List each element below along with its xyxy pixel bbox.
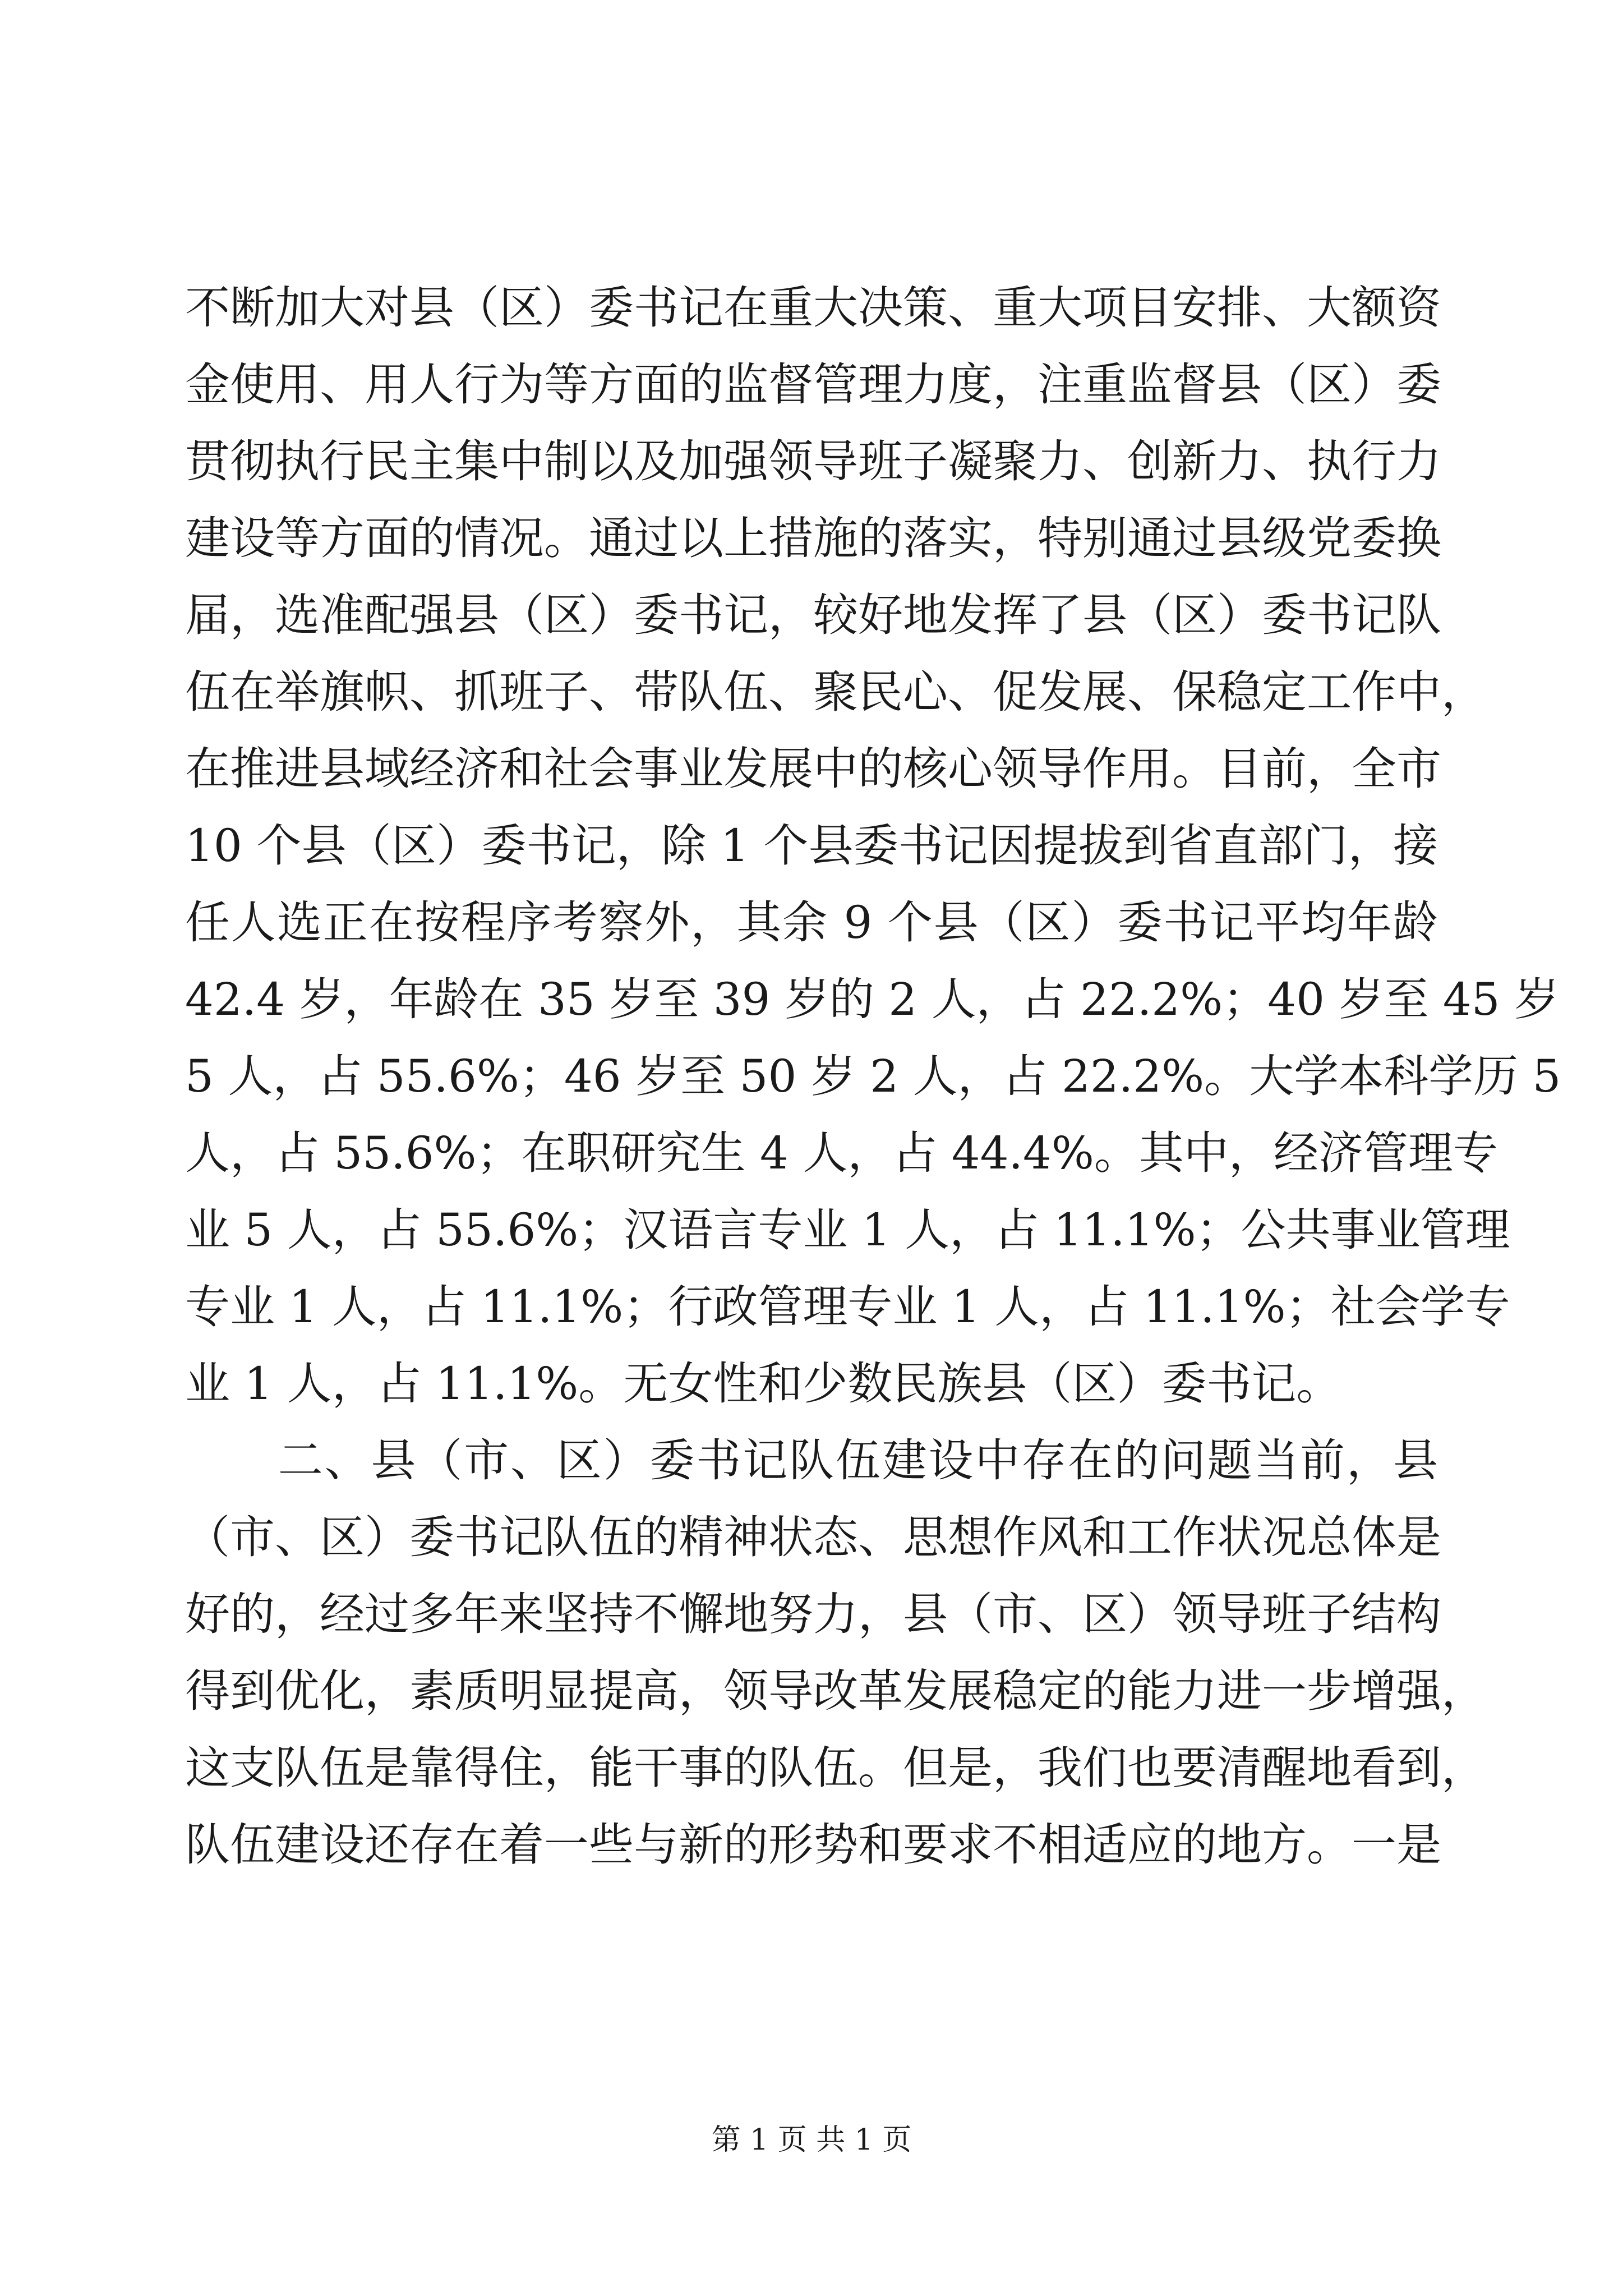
- text-line: 业 5 人，占 55.6%；汉语言专业 1 人，占 11.1%；公共事业管理: [185, 1204, 1510, 1256]
- text-line: 好的，经过多年来坚持不懈地努力，县（市、区）领导班子结构: [185, 1588, 1441, 1640]
- text-line: （市、区）委书记队伍的精神状态、思想作风和工作状况总体是: [185, 1511, 1441, 1563]
- text-line: 人，占 55.6%；在职研究生 4 人，占 44.4%。其中，经济管理专: [185, 1127, 1498, 1179]
- text-line: 5 人，占 55.6%；46 岁至 50 岁 2 人，占 22.2%。大学本科学历 5: [185, 1050, 1561, 1102]
- text-line: 业 1 人，占 11.1%。无女性和少数民族县（区）委书记。: [185, 1358, 1341, 1410]
- page-footer: 第 1 页 共 1 页: [711, 2123, 912, 2157]
- body-text: [185, 269, 1561, 1883]
- text-line: 队伍建设还存在着一些与新的形势和要求不相适应的地方。一是: [185, 1819, 1441, 1871]
- text-line: 任人选正在按程序考察外，其余 9 个县（区）委书记平均年龄: [185, 896, 1438, 949]
- text-line: 42.4 岁，年龄在 35 岁至 39 岁的 2 人，占 22.2%；40 岁至 45 岁: [185, 973, 1560, 1025]
- text-line: 不断加大对县（区）委书记在重大决策、重大项目安排、大额资: [185, 282, 1441, 334]
- text-line: 金使用、用人行为等方面的监督管理力度，注重监督县（区）委: [185, 358, 1441, 411]
- text-line: 得到优化，素质明显提高，领导改革发展稳定的能力进一步增强，: [185, 1665, 1486, 1717]
- text-line: 二、县（市、区）委书记队伍建设中存在的问题当前，县: [185, 1434, 1438, 1487]
- text-line: 这支队伍是靠得住，能干事的队伍。但是，我们也要清醒地看到，: [185, 1742, 1486, 1794]
- text-line: 伍在举旗帜、抓班子、带队伍、聚民心、促发展、保稳定工作中，: [185, 666, 1486, 718]
- text-line: 届，选准配强县（区）委书记，较好地发挥了县（区）委书记队: [185, 589, 1441, 641]
- text-line: 在推进县域经济和社会事业发展中的核心领导作用。目前，全市: [185, 743, 1441, 795]
- text-line: 贯彻执行民主集中制以及加强领导班子凝聚力、创新力、执行力: [185, 435, 1441, 487]
- text-line: 10 个县（区）委书记，除 1 个县委书记因提拔到省直部门，接: [185, 820, 1438, 872]
- text-line: 建设等方面的情况。通过以上措施的落实，特别通过县级党委换: [185, 512, 1441, 564]
- text-line: 专业 1 人，占 11.1%；行政管理专业 1 人，占 11.1%；社会学专: [185, 1281, 1510, 1333]
